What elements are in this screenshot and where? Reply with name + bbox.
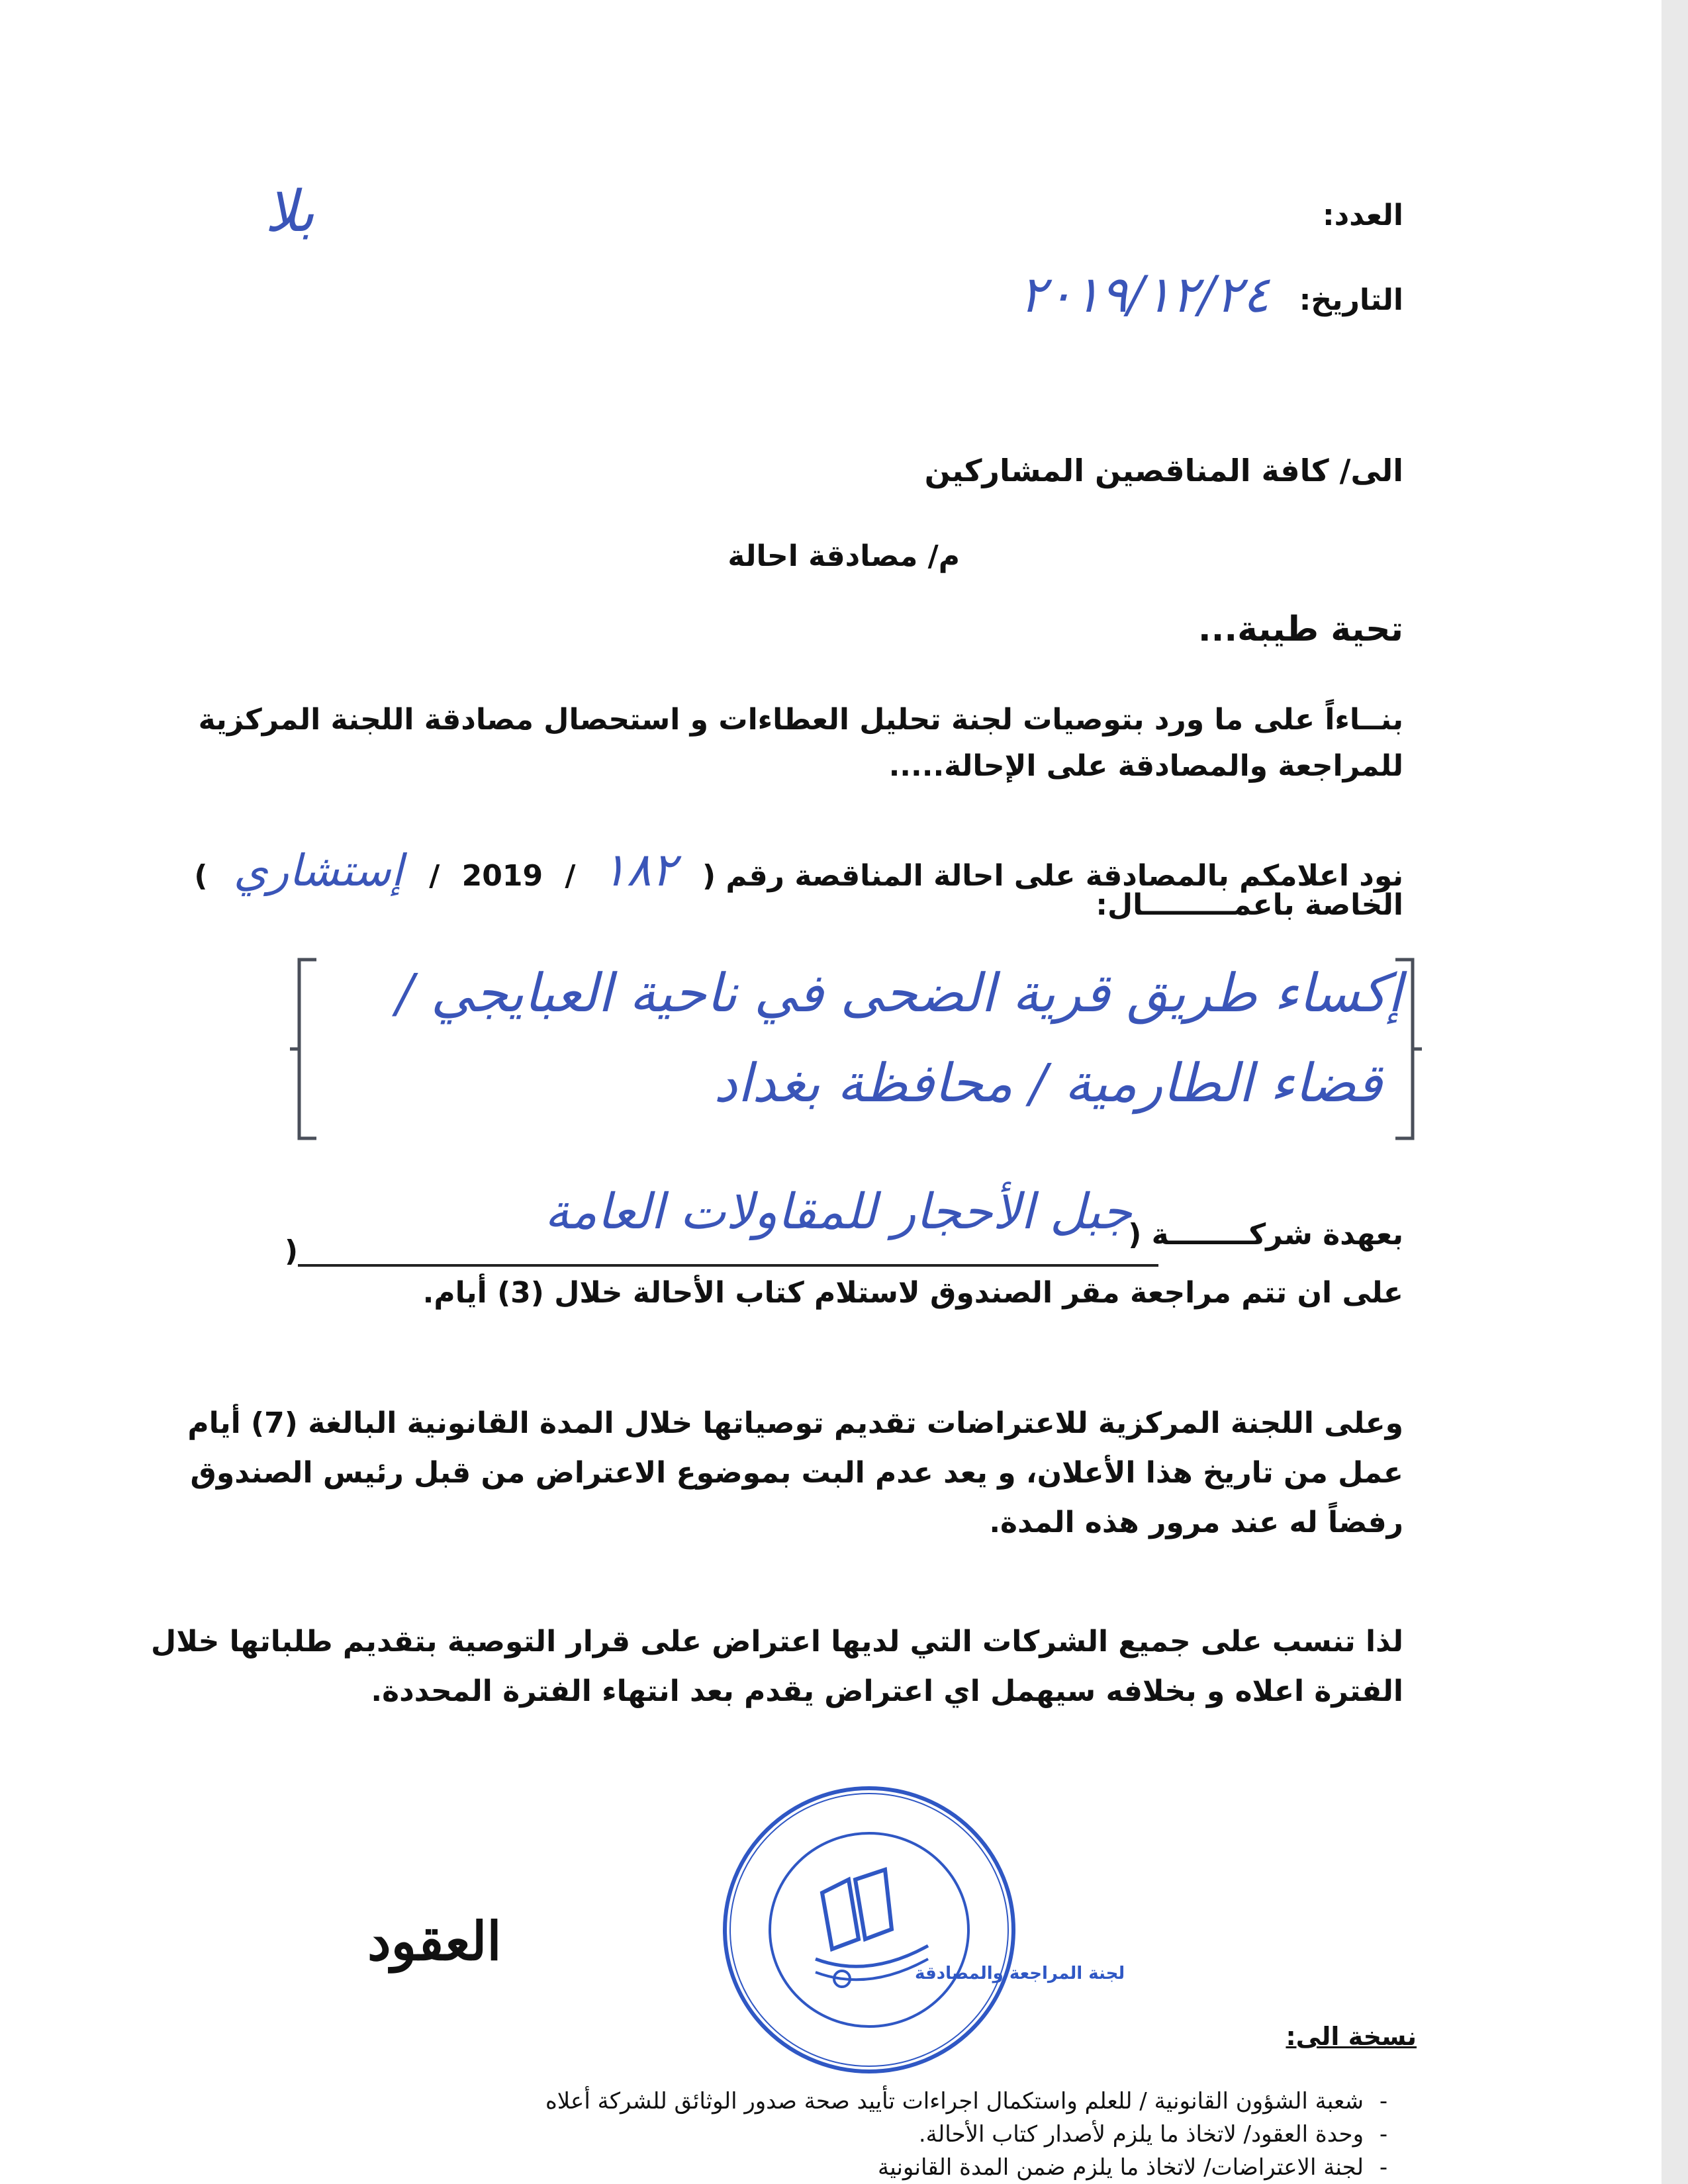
para2-line-2: عمل من تاريخ هذا الأعلان، و يعد عدم البت بموضوع الاعتراض من قبل رئيس الصندوق — [190, 1456, 1403, 1490]
number-label: العدد: — [1322, 199, 1403, 232]
official-seal — [716, 1780, 1125, 2079]
number-row — [1323, 199, 1403, 234]
para2-line-3: رفضاً له عند مرور هذه المدة. — [989, 1506, 1403, 1539]
para3-line-2: الفترة اعلاه و بخلافه سيهمل اي اعتراض يقدم بعد انتهاء الفترة المحددة. — [371, 1674, 1403, 1708]
cc-item-text: شعبة الشؤون القانونية / للعلم واستكمال اجراءات تأييد صحة صدور الوثائق للشركة أعلاه — [545, 2088, 1364, 2115]
cc-item: -وحدة العقود/ لاتخاذ ما يلزم لأصدار كتاب الأحالة. — [918, 2121, 1388, 2148]
cc-item: -شعبة الشؤون القانونية / للعلم واستكمال اجراءات تأييد صحة صدور الوثائق للشركة أعلاه — [545, 2088, 1388, 2115]
para2-line-1: وعلى اللجنة المركزية للاعتراضات تقديم توصياتها خلال المدة القانونية البالغة (7) أيام — [187, 1406, 1403, 1440]
date-value: ٢٠١٩/١٢/٢٤ — [1019, 265, 1270, 324]
tender-number: ١٨٢ — [601, 842, 677, 897]
tender-year: 2019 — [461, 859, 543, 893]
cc-label: نسخة الى: — [1286, 2022, 1417, 2051]
signature: العقود — [367, 1910, 502, 1972]
tender-sep-2: / — [429, 859, 440, 893]
para1-line-1: بنــاءاً على ما ورد بتوصيات لجنة تحليل العطاءات و استحصال مصادقة اللجنة المركزية — [198, 703, 1403, 737]
company-label: بعهدة شركــــــــة ( — [1128, 1218, 1403, 1251]
tender-text: نود اعلامكم بالمصادقة على احالة المناقصة رقم ( — [702, 859, 1403, 893]
seal-center-text: لجنة المراجعة والمصادقة — [915, 1964, 1125, 1983]
cc-item: -لجنة الاعتراضات/ لاتخاذ ما يلزم ضمن المدة القانونية — [877, 2154, 1388, 2181]
cc-item-text: وحدة العقود/ لاتخاذ ما يلزم لأصدار كتاب الأحالة. — [918, 2121, 1364, 2148]
tender-close: ) — [194, 859, 208, 893]
tender-type: إستشاري — [233, 845, 403, 896]
review-line: على ان تتم مراجعة مقر الصندوق لاستلام كتاب الأحالة خلال (3) أيام. — [422, 1276, 1403, 1310]
date-label: التاريخ: — [1299, 283, 1403, 317]
number-value: بلا — [265, 179, 315, 245]
para3-line-1: لذا تنسب على جميع الشركات التي لديها اعتراض على قرار التوصية بتقديم طلباتها خلال — [151, 1625, 1403, 1659]
date-row — [1299, 283, 1403, 318]
works-line-1: إكساء طريق قرية الضحى في ناحية العبايجي / — [396, 962, 1402, 1024]
addressee: الى/ كافة المناقصين المشاركين — [924, 453, 1403, 488]
para1-line-2: للمراجعة والمصادقة على الإحالة..... — [888, 749, 1403, 783]
works-bracket — [290, 953, 1422, 1145]
cc-list — [146, 2085, 1403, 2184]
seal-icon — [716, 1780, 1125, 2079]
tender-sep-1: / — [565, 859, 576, 893]
company-name: جبل الأحجار للمقاولات العامة — [544, 1183, 1132, 1240]
company-underline — [298, 1264, 1158, 1267]
works-label: الخاصة باعمـــــــــال: — [1096, 888, 1403, 922]
company-close: ) — [285, 1234, 299, 1268]
subject: م/ مصادقة احالة — [727, 539, 960, 573]
works-line-2: قضاء الطارمية / محافظة بغداد — [714, 1052, 1382, 1114]
greeting: تحية طيبة... — [1197, 610, 1403, 649]
cc-item-text: لجنة الاعتراضات/ لاتخاذ ما يلزم ضمن المدة القانونية — [877, 2154, 1364, 2181]
